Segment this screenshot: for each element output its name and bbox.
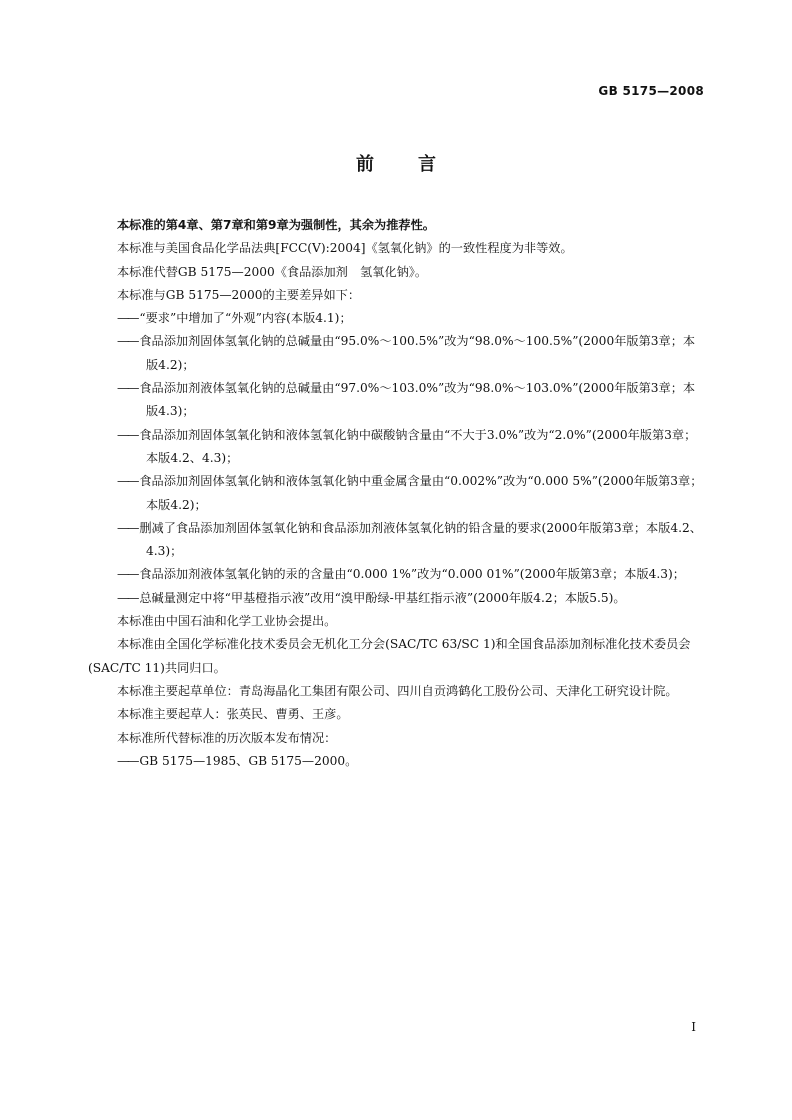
paragraph-proposer: 本标准由中国石油和化学工业协会提出。 [117, 614, 337, 629]
change-item: —— 食品添加剂液体氢氧化钠的总碱量由“97.0%～103.0%”改为“98.0%～103.0%”(2000年版第3章；本版4.3)； [117, 377, 704, 424]
page-number: I [691, 1020, 696, 1034]
title-char-1: 前 [356, 154, 374, 175]
paragraph-differences-intro: 本标准与GB 5175—2000的主要差异如下： [117, 287, 361, 302]
paragraph-drafters: 本标准主要起草人：张英民、曹勇、王彦。 [117, 707, 349, 722]
page-title [0, 150, 792, 176]
change-item: —— 食品添加剂固体氢氧化钠和液体氢氧化钠中重金属含量由“0.002%”改为“0.000 5%”(2000年版第3章；本版4.2)； [117, 470, 704, 517]
standard-number: GB 5175—2008 [598, 84, 704, 98]
change-item: —— 食品添加剂液体氢氧化钠的汞的含量由“0.000 1%”改为“0.000 01%”(2000年版第3章；本版4.3)； [117, 563, 704, 586]
change-item: —— 食品添加剂固体氢氧化钠的总碱量由“95.0%～100.5%”改为“98.0%～100.5%”(2000年版第3章；本版4.2)； [117, 330, 704, 377]
title-char-2: 言 [418, 154, 436, 175]
change-item: —— “要求”中增加了“外观”内容(本版4.1)； [117, 307, 704, 330]
paragraph-history-intro: 本标准所代替标准的历次版本发布情况： [117, 730, 337, 745]
paragraph-mandatory: 本标准的第4章、第7章和第9章为强制性，其余为推荐性。 [117, 218, 435, 232]
foreword-body [88, 214, 704, 773]
paragraph-centralized: 本标准由全国化学标准化技术委员会无机化工分会(SAC/TC 63/SC 1)和全国食品添加剂标准化技术委员会(SAC/TC 11)共同归口。 [88, 637, 691, 675]
paragraph-drafting-units: 本标准主要起草单位：青岛海晶化工集团有限公司、四川自贡鸿鹤化工股份公司、天津化工研究设计院。 [117, 683, 678, 698]
paragraph-consistency: 本标准与美国食品化学品法典[FCC(V):2004]《氢氧化钠》的一致性程度为非等效。 [117, 241, 573, 256]
change-item: —— 总碱量测定中将“甲基橙指示液”改用“溴甲酚绿-甲基红指示液”(2000年版4.2；本版5.5)。 [117, 587, 704, 610]
paragraph-replaces: 本标准代替GB 5175—2000《食品添加剂 氢氧化钠》。 [117, 264, 428, 279]
change-item: —— 食品添加剂固体氢氧化钠和液体氢氧化钠中碳酸钠含量由“不大于3.0%”改为“2.0%”(2000年版第3章；本版4.2、4.3)； [117, 424, 704, 471]
change-item: —— 删减了食品添加剂固体氢氧化钠和食品添加剂液体氢氧化钠的铅含量的要求(2000年版第3章；本版4.2、4.3)； [117, 517, 704, 564]
history-item: —— GB 5175—1985、GB 5175—2000。 [117, 750, 704, 773]
